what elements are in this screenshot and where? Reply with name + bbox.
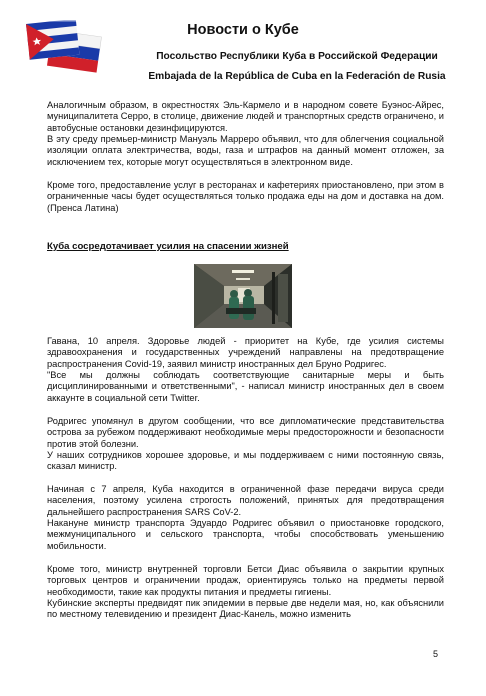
paragraph-5: "Все мы должны соблюдать соответствующие санитарные меры и быть дисциплинированными и ответственными", - написал министр иностранных дел в своем аккаунте в социальной сети Twitter. (47, 370, 444, 403)
paragraph-1: Аналогичным образом, в окрестностях Эль-Кармело и в народном совете Буэнос-Айрес, муниципалитета Серро, в столице, движение людей и транспортных средств ограничено, и автобусные остановки дезинфицируются. (47, 100, 444, 133)
newsletter-title: Новости о Кубе (187, 22, 299, 38)
section-title: Куба сосредотачивает усилия на спасении жизней (47, 241, 289, 252)
hospital-corridor-photo (194, 264, 292, 328)
paragraph-8: Начиная с 7 апреля, Куба находится в ограниченной фазе передачи вируса среди населения, поэтому усилена строгость положений, принятых для предотвращения дальнейшего распространения SARS CoV-2. (47, 484, 444, 517)
paragraph-9: Накануне министр транспорта Эдуардо Родригес объявил о приостановке городского, межмуниципального и сельского транспорта, чтобы способствовать уменьшению мобильности. (47, 518, 444, 551)
embassy-name-spanish: Embajada de la República de Cuba en la Federación de Rusia (148, 71, 446, 82)
embassy-name-russian: Посольство Республики Куба в Российской Федерации (156, 51, 438, 62)
paragraph-7: У наших сотрудников хорошее здоровье, и мы поддерживаем с ними постоянную связь, сказал министр. (47, 450, 444, 472)
paragraph-6: Родригес упомянул в другом сообщении, что все дипломатические представительства острова за рубежом поддерживают необходимые меры предосторожности и безопасности против этой болезни. (47, 416, 444, 449)
page-number: 5 (433, 649, 439, 659)
paragraph-11: Кубинские эксперты предвидят пик эпидемии в первые две недели мая, но, как объяснили по местному телевидению и президент Диас-Канель, можно изменить (47, 598, 444, 620)
paragraph-3: Кроме того, предоставление услуг в ресторанах и кафетериях приостановлено, при этом в ограниченные часы будет осуществляться только продажа еды на дом и доставка на дом. (Пренса Латина) (47, 180, 444, 213)
paragraph-2: В эту среду премьер-министр Мануэль Марреро объявил, что для облегчения социальной изоляции оплата электричества, воды, газа и штрафов на данный момент отложен, за исключением тех, которые могут осуществляться в электронном виде. (47, 134, 444, 167)
paragraph-10: Кроме того, министр внутренней торговли Бетси Диас объявила о закрытии крупных торговых центров и ограничении продаж, ориентируясь только на предметы первой необходимости, такие как продукты питания и предметы гигиены. (47, 564, 444, 597)
paragraph-4: Гавана, 10 апреля. Здоровье людей - приоритет на Кубе, где усилия системы здравоохранения и государственных учреждений направлены на предотвращение распространения Covid-19, заявил министр иностранных дел Бруно Родригес. (47, 336, 444, 369)
